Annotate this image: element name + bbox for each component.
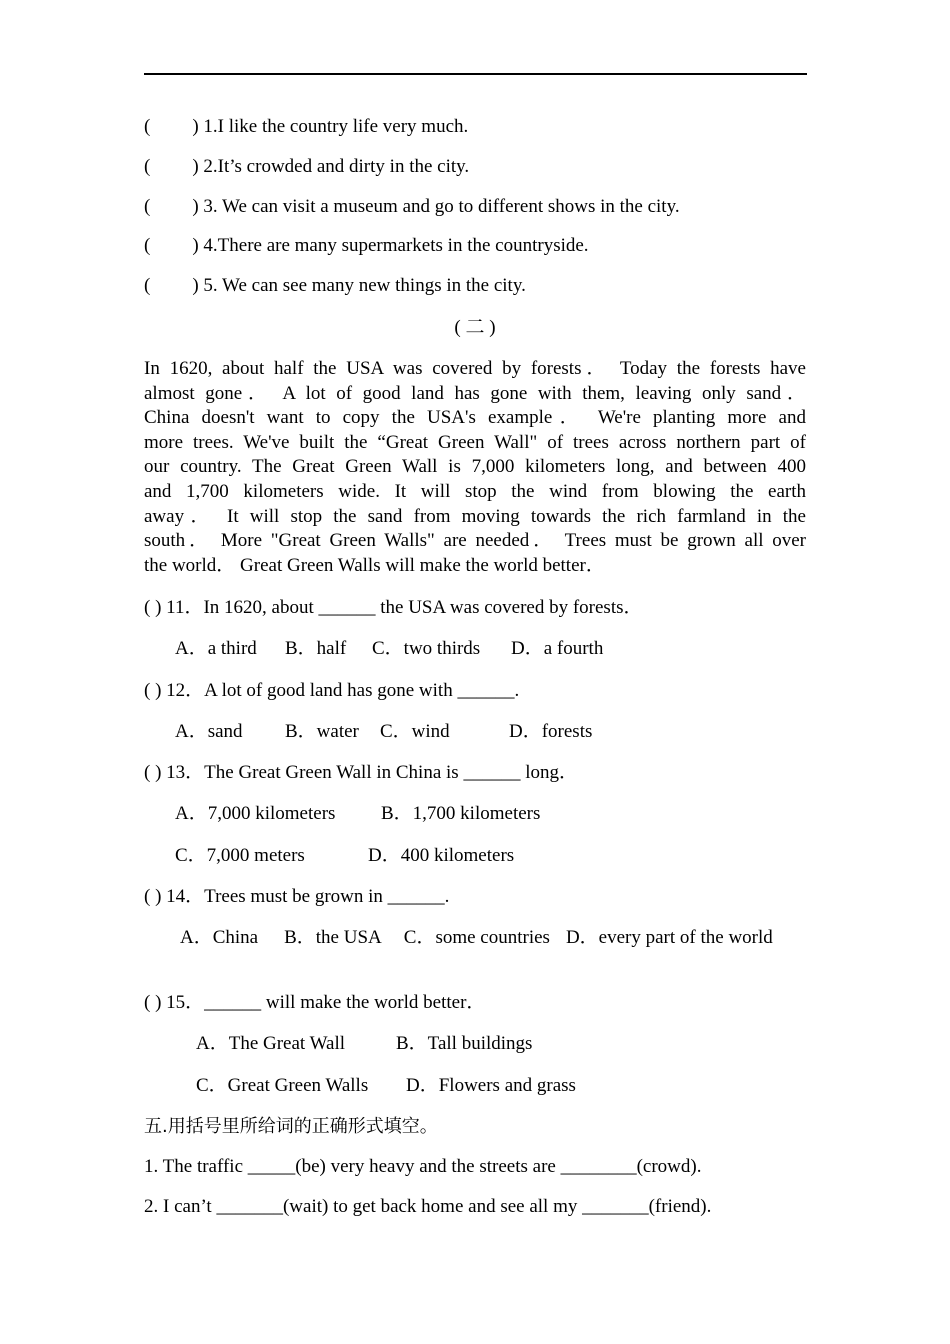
q12-option-b: B．water — [285, 721, 359, 742]
passage-line: more trees. We've built the “Great Green Wall" of trees across northern part of — [144, 431, 806, 453]
q15-option-b: B．Tall buildings — [396, 1033, 533, 1054]
answer-paren-open: ( — [144, 275, 151, 296]
q13-option-c: C．7,000 meters — [175, 845, 305, 866]
q15-option-a: A．The Great Wall — [196, 1033, 346, 1054]
q14-option-b: B．the USA — [284, 927, 382, 948]
judge-item-2: ( ) 2.It’s crowded and dirty in the city. — [144, 156, 470, 177]
q14-options — [180, 926, 780, 950]
question-11-stem: ( ) 11．In 1620, about ______ the USA was covered by forests． — [144, 597, 643, 618]
judge-item-4: ( ) 4.There are many supermarkets in the countryside. — [144, 235, 589, 256]
q11-option-b: B．half — [285, 638, 347, 659]
question-14-stem: ( ) 14．Trees must be grown in ______. — [144, 886, 450, 907]
question-13-stem: ( ) 13．The Great Green Wall in China is ______ long． — [144, 762, 578, 783]
answer-paren-open: ( — [144, 196, 151, 217]
q11-option-a: A．a third — [175, 638, 257, 659]
passage-line: China doesn't want to copy the USA's example． We're planting more and — [144, 407, 806, 429]
q14-option-a: A．China — [180, 927, 259, 948]
q11-option-c: C．two thirds — [372, 638, 481, 659]
q11-option-d: D．a fourth — [511, 638, 604, 659]
passage-line: the world． Great Green Walls will make the world better． — [144, 554, 605, 576]
fill-item-2: 2. I can’t _______(wait) to get back home and see all my _______(friend). — [144, 1196, 712, 1217]
q13-option-d: D．400 kilometers — [368, 845, 515, 866]
judge-item-5: ( ) 5. We can see many new things in the city. — [144, 275, 526, 296]
answer-paren-open: ( — [144, 116, 151, 137]
passage-line: our country. The Great Green Wall is 7,000 kilometers long, and between 400 — [144, 456, 806, 478]
q12-option-a: A．sand — [175, 721, 243, 742]
answer-paren-open: ( — [144, 156, 151, 177]
judge-item-1: ( ) 1.I like the country life very much. — [144, 116, 469, 137]
header-rule — [144, 73, 807, 75]
q14-option-d: D．every part of the world — [565, 927, 773, 948]
q13-option-b: B．1,700 kilometers — [381, 803, 541, 824]
passage-line: almost gone． A lot of good land has gone with them, leaving only sand． — [144, 382, 806, 404]
section-5-title: 五.用括号里所给词的正确形式填空。 — [144, 1116, 438, 1137]
q12-option-d: D．forests — [509, 721, 593, 742]
question-15-stem: ( ) 15．______ will make the world better． — [144, 992, 486, 1013]
passage-line: and 1,700 kilometers wide. It will stop the wind from blowing the earth — [144, 480, 806, 502]
q15-option-d: D．Flowers and grass — [406, 1075, 576, 1096]
passage-line: south． More "Great Green Walls" are needed． Trees must be grown all over — [144, 530, 806, 552]
q12-option-c: C．wind — [380, 721, 450, 742]
section-2-title: ( 二 ) — [454, 317, 496, 338]
q14-option-c: C．some countries — [403, 927, 550, 948]
question-12-stem: ( ) 12．A lot of good land has gone with ______. — [144, 680, 520, 701]
judge-item-3: ( ) 3. We can visit a museum and go to different shows in the city. — [144, 196, 680, 217]
fill-item-1: 1. The traffic _____(be) very heavy and the streets are ________(crowd). — [144, 1156, 702, 1177]
passage-line: In 1620, about half the USA was covered by forests． Today the forests have — [144, 358, 806, 379]
answer-paren-open: ( — [144, 235, 151, 256]
passage-line: away． It will stop the sand from moving towards the rich farmland in the — [144, 505, 806, 527]
reading-passage — [144, 357, 806, 578]
q13-option-a: A．7,000 kilometers — [175, 803, 336, 824]
q15-option-c: C．Great Green Walls — [196, 1075, 369, 1096]
